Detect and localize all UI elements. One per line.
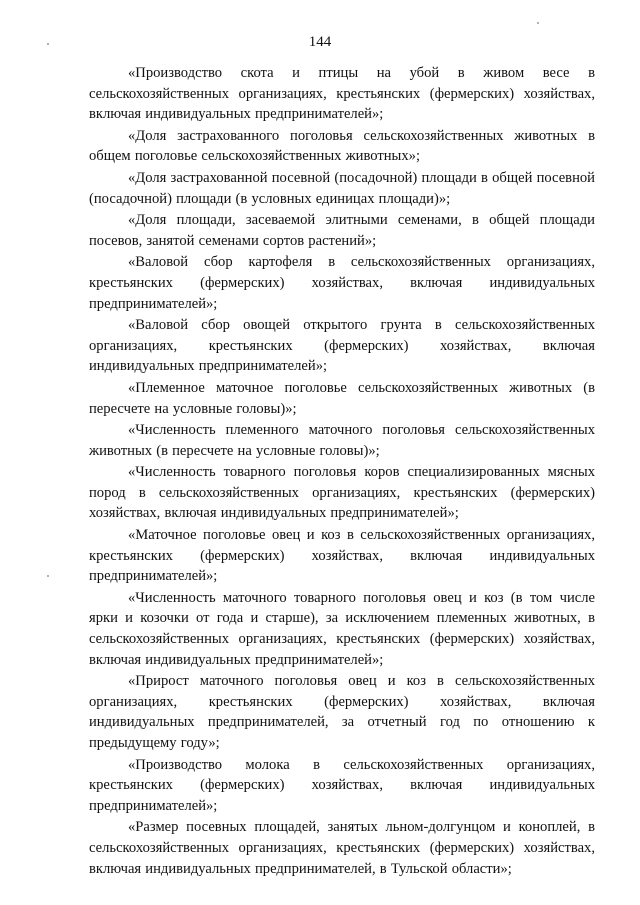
paragraph: «Численность товарного поголовья коров специализированных мясных пород в сельскохозяйственных организациях, крестьянских (фермерских) хозяйствах, включая индивидуальных предпринимателей»; — [89, 464, 595, 522]
paragraph: «Племенное маточное поголовье сельскохозяйственных животных (в пересчете на условные головы)»; — [89, 379, 595, 417]
paragraph: «Доля площади, засеваемой элитными семенами, в общей площади посевов, занятой семенами сортов растений»; — [89, 212, 595, 249]
paragraph: «Производство молока в сельскохозяйственных организациях, крестьянских (фермерских) хозяйствах, включая индивидуальных предпринимателей»; — [89, 756, 595, 814]
scan-speck — [47, 575, 49, 577]
scan-speck — [537, 22, 539, 24]
paragraph: «Валовой сбор овощей открытого грунта в сельскохозяйственных организациях, крестьянских (фермерских) хозяйствах, включая индивидуальных предпринимателей»; — [89, 317, 595, 375]
paragraph: «Доля застрахованной посевной (посадочной) площади в общей посевной (посадочной) площади (в условных единицах площади)»; — [89, 169, 595, 207]
page-number: 144 — [308, 34, 332, 50]
paragraph: «Производство скота и птицы на убой в живом весе в сельскохозяйственных организациях, крестьянских (фермерских) хозяйствах, включая индивидуальных предпринимателей»; — [89, 65, 595, 123]
paragraph: «Доля застрахованного поголовья сельскохозяйственных животных в общем поголовье сельскохозяйственных животных»; — [89, 127, 595, 165]
paragraph: «Маточное поголовье овец и коз в сельскохозяйственных организациях, крестьянских (фермерских) хозяйствах, включая индивидуальных предпринимателей»; — [89, 527, 595, 585]
paragraph: «Размер посевных площадей, занятых льном-долгунцом и коноплей, в сельскохозяйственных организациях, крестьянских (фермерских) хозяйствах, включая индивидуальных предпринимателей, в Тульской области»; — [89, 819, 595, 877]
paragraph: «Валовой сбор картофеля в сельскохозяйственных организациях, крестьянских (фермерских) хозяйствах, включая индивидуальных предпринимателей»; — [89, 254, 595, 312]
document-body — [89, 63, 595, 880]
paragraph: «Численность племенного маточного поголовья сельскохозяйственных животных (в пересчете на условные головы)»; — [89, 422, 595, 459]
paragraph: «Численность маточного товарного поголовья овец и коз (в том числе ярки и козочки от года и старше), за исключением племенных животных, в сельскохозяйственных организациях, крестьянских (фермерских) хозяйствах, включая индивидуальных предпринимателей»; — [89, 589, 595, 668]
paragraph: «Прирост маточного поголовья овец и коз в сельскохозяйственных организациях, крестьянских (фермерских) хозяйствах, включая индивидуальных предпринимателей, за отчетный год по отношению к предыдущему году»; — [89, 673, 595, 751]
